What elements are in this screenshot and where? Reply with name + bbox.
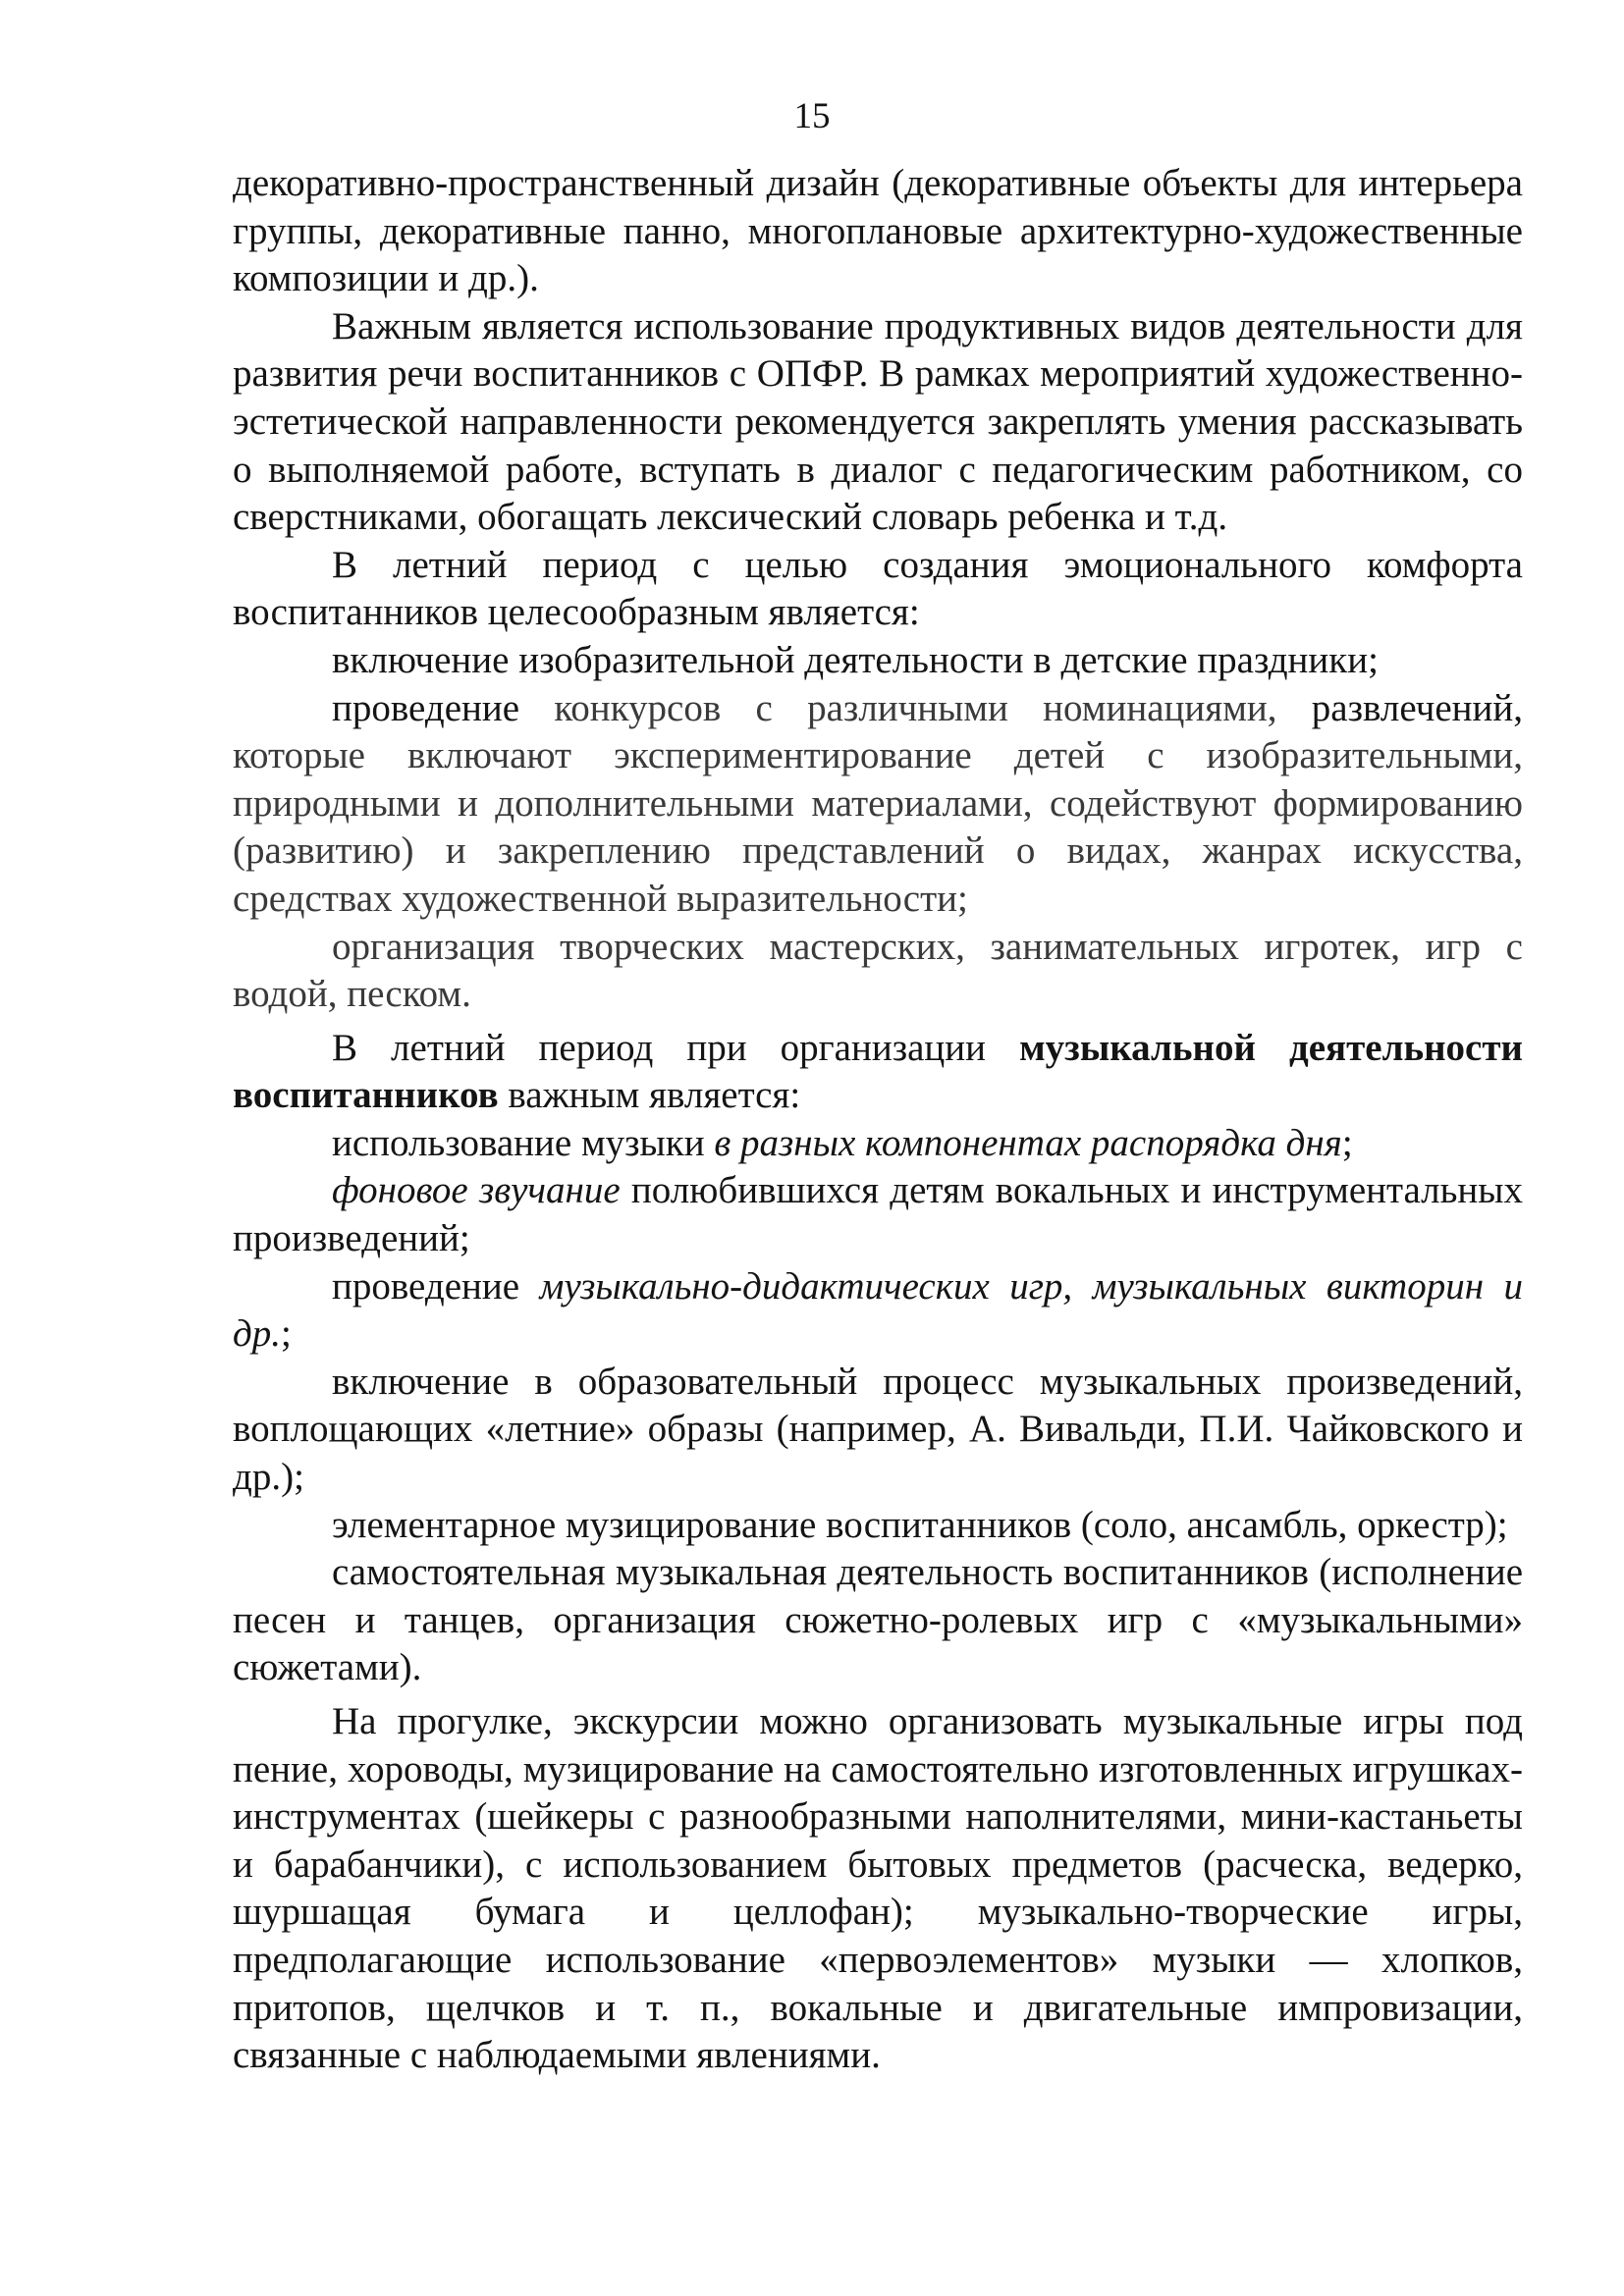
list-item-elementary-music: элементарное музицирование воспитанников (соло, ансамбль, оркестр); [332, 1503, 1508, 1546]
contests-entertainment: развлечений, [1311, 686, 1523, 729]
music-usage-text: использование музыки [332, 1121, 715, 1164]
paragraph-music-activity [233, 1025, 1523, 1120]
document-body [233, 160, 1523, 2080]
contests-text: конкурсов с различными номинациями, [519, 686, 1312, 729]
list-item-independent-music: самостоятельная музыкальная деятельность воспитанников (исполнение песен и танцев, организация сюжетно-ролевых игр с «музыкальными» сюжетами). [233, 1551, 1523, 1689]
background-sound-italic: фоновое звучание [332, 1169, 621, 1212]
didactic-games-italic: музыкально-дидактических игр, музыкальных викторин и др. [233, 1264, 1523, 1356]
paragraph-walks: На прогулке, экскурсии можно организовать музыкальные игры под пение, хороводы, музицирование на самостоятельно изготовленных игрушках-инструментах (шейкеры с разнообразными наполнителями, мини-кастаньеты и барабанчики), с использованием бытовых предметов (расческа, ведерко, шуршащая бумага и целлофан); музыкально-творческие игры, предполагающие использование «первоэлементов» музыки — хлопков, притопов, щелчков и т. п., вокальные и двигательные импровизации, связанные с наблюдаемыми явлениями. [233, 1700, 1523, 2077]
music-intro-end: важным является: [498, 1074, 801, 1117]
contests-rest: которые включают экспериментирование детей с изобразительными, природными и дополнительными материалами, содействуют формированию (развитию) и закреплению представлений о видах, жанрах искусства, средствах художественной выразительности; [233, 734, 1523, 920]
paragraph-summer-comfort: В летний период с целью создания эмоционального комфорта воспитанников целесообразным является: [233, 543, 1523, 634]
list-item-background-sound [233, 1167, 1523, 1262]
didactic-games-text: проведение [332, 1264, 540, 1308]
music-intro: В летний период при организации [332, 1026, 1020, 1069]
music-activity-bold: музыкальной деятельности воспитанников [233, 1026, 1523, 1117]
list-item-music-usage [233, 1120, 1523, 1168]
background-sound-text: полюбившихся детям вокальных и инструментальных произведений; [233, 1169, 1523, 1260]
music-usage-italic: в разных компонентах распорядка дня [714, 1121, 1342, 1164]
contests-lead: проведение [332, 686, 520, 729]
list-item-didactic-games [233, 1263, 1523, 1359]
list-item-summer-works: включение в образовательный процесс музыкальных произведений, воплощающих «летние» образы (например, А. Вивальди, П.И. Чайковского и др.); [233, 1360, 1523, 1499]
music-usage-end: ; [1341, 1121, 1353, 1164]
didactic-games-end: ; [280, 1312, 292, 1356]
list-item-contests [233, 685, 1523, 924]
paragraph-design: декоративно-пространственный дизайн (декоративные объекты для интерьера группы, декоративные панно, многоплановые архитектурно-художественные композиции и др.). [233, 162, 1523, 300]
page-number: 15 [793, 96, 831, 136]
list-item-art-in-holidays: включение изобразительной деятельности в детские праздники; [332, 638, 1379, 681]
paragraph-productive-activities: Важным является использование продуктивных видов деятельности для развития речи воспитанников с ОПФР. В рамках мероприятий художественно-эстетической направленности рекомендуется закреплять умения рассказывать о выполняемой работе, вступать в диалог с педагогическим работником, со сверстниками, обогащать лексический словарь ребенка и т.д. [233, 304, 1523, 539]
list-item-workshops: организация творческих мастерских, занимательных игротек, игр с водой, песком. [233, 925, 1523, 1016]
